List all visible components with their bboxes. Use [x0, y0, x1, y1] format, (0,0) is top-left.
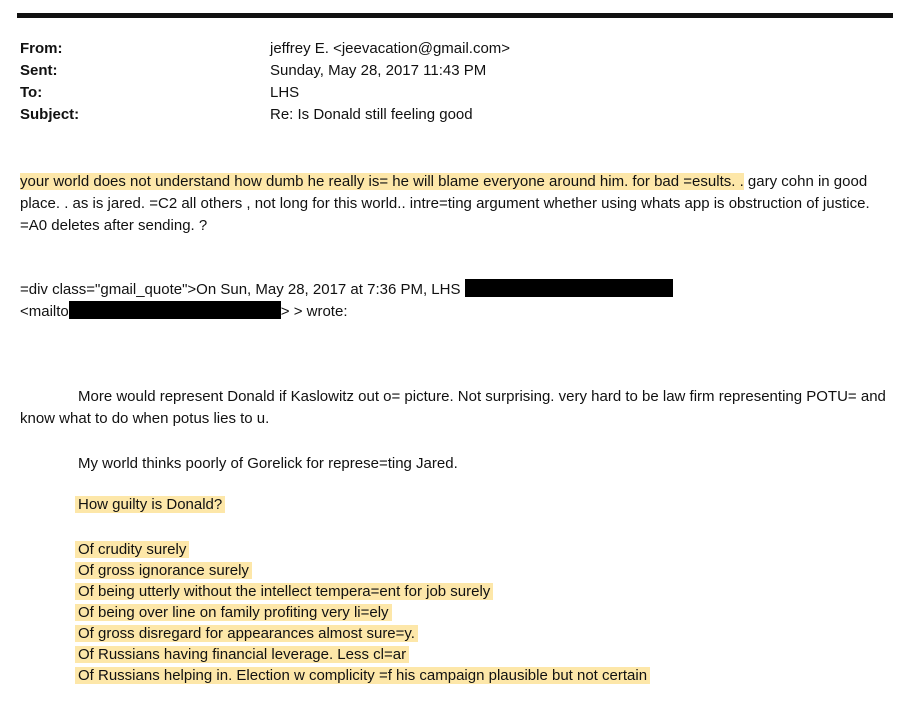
list-item-text: Of being utterly without the intellect tempera=ent for job surely	[75, 583, 493, 600]
list-item-text: Of Russians having financial leverage. Less cl=ar	[75, 646, 409, 663]
list-item-text: Of gross disregard for appearances almost sure=y.	[75, 625, 418, 642]
from-value: jeffrey E. <jeevacation@gmail.com>	[270, 40, 511, 57]
list-item-text: Of being over line on family profiting very li=ely	[75, 604, 392, 621]
from-label: From:	[20, 40, 63, 57]
body-paragraph-2: My world thinks poorly of Gorelick for represe=ting Jared.	[78, 455, 458, 472]
redaction-bar	[69, 301, 281, 319]
to-label: To:	[20, 84, 43, 101]
list-item	[75, 665, 650, 686]
list-item-text: Of crudity surely	[75, 541, 189, 558]
list-item	[75, 623, 418, 644]
sent-value: Sunday, May 28, 2017 11:43 PM	[270, 62, 487, 79]
reply-rest-text: gary cohn in good place. . as is jared. =C2 all others , not long for this world.. intre=ting argument whether using whats app is obstruction of justice. =A0 deletes after sending. ?	[20, 173, 870, 234]
list-item	[75, 602, 392, 623]
list-item-text: Of gross ignorance surely	[75, 562, 252, 579]
to-value: LHS	[270, 84, 300, 101]
quote-line-2	[20, 301, 347, 323]
list-item	[75, 560, 252, 581]
quote-line-1	[20, 279, 673, 301]
list-item	[75, 581, 493, 602]
redaction-bar	[465, 279, 673, 297]
quote-attribution: =div class="gmail_quote">On Sun, May 28, 2017 at 7:36 PM, LHS	[20, 281, 461, 298]
sent-label: Sent:	[20, 62, 58, 79]
body-paragraph-1: More would represent Donald if Kaslowitz out o= picture. Not surprising. very hard to be law firm representing POTU= and know what to do when potus lies to u.	[20, 388, 886, 427]
question-text: How guilty is Donald?	[75, 496, 225, 513]
reply-highlighted-text: your world does not understand how dumb he really is= he will blame everyone around him. for bad =esults. .	[20, 173, 744, 190]
mailto-prefix: <mailto	[20, 303, 69, 320]
list-item	[75, 644, 409, 665]
question-line	[75, 494, 225, 516]
list-item-text: Of Russians helping in. Election w complicity =f his campaign plausible but not certain	[75, 667, 650, 684]
subject-label: Subject:	[20, 106, 80, 123]
list-item	[75, 539, 189, 560]
wrote-suffix: > > wrote:	[280, 303, 348, 320]
reply-paragraph	[20, 171, 890, 237]
top-rule	[17, 13, 893, 18]
subject-value: Re: Is Donald still feeling good	[270, 106, 473, 123]
